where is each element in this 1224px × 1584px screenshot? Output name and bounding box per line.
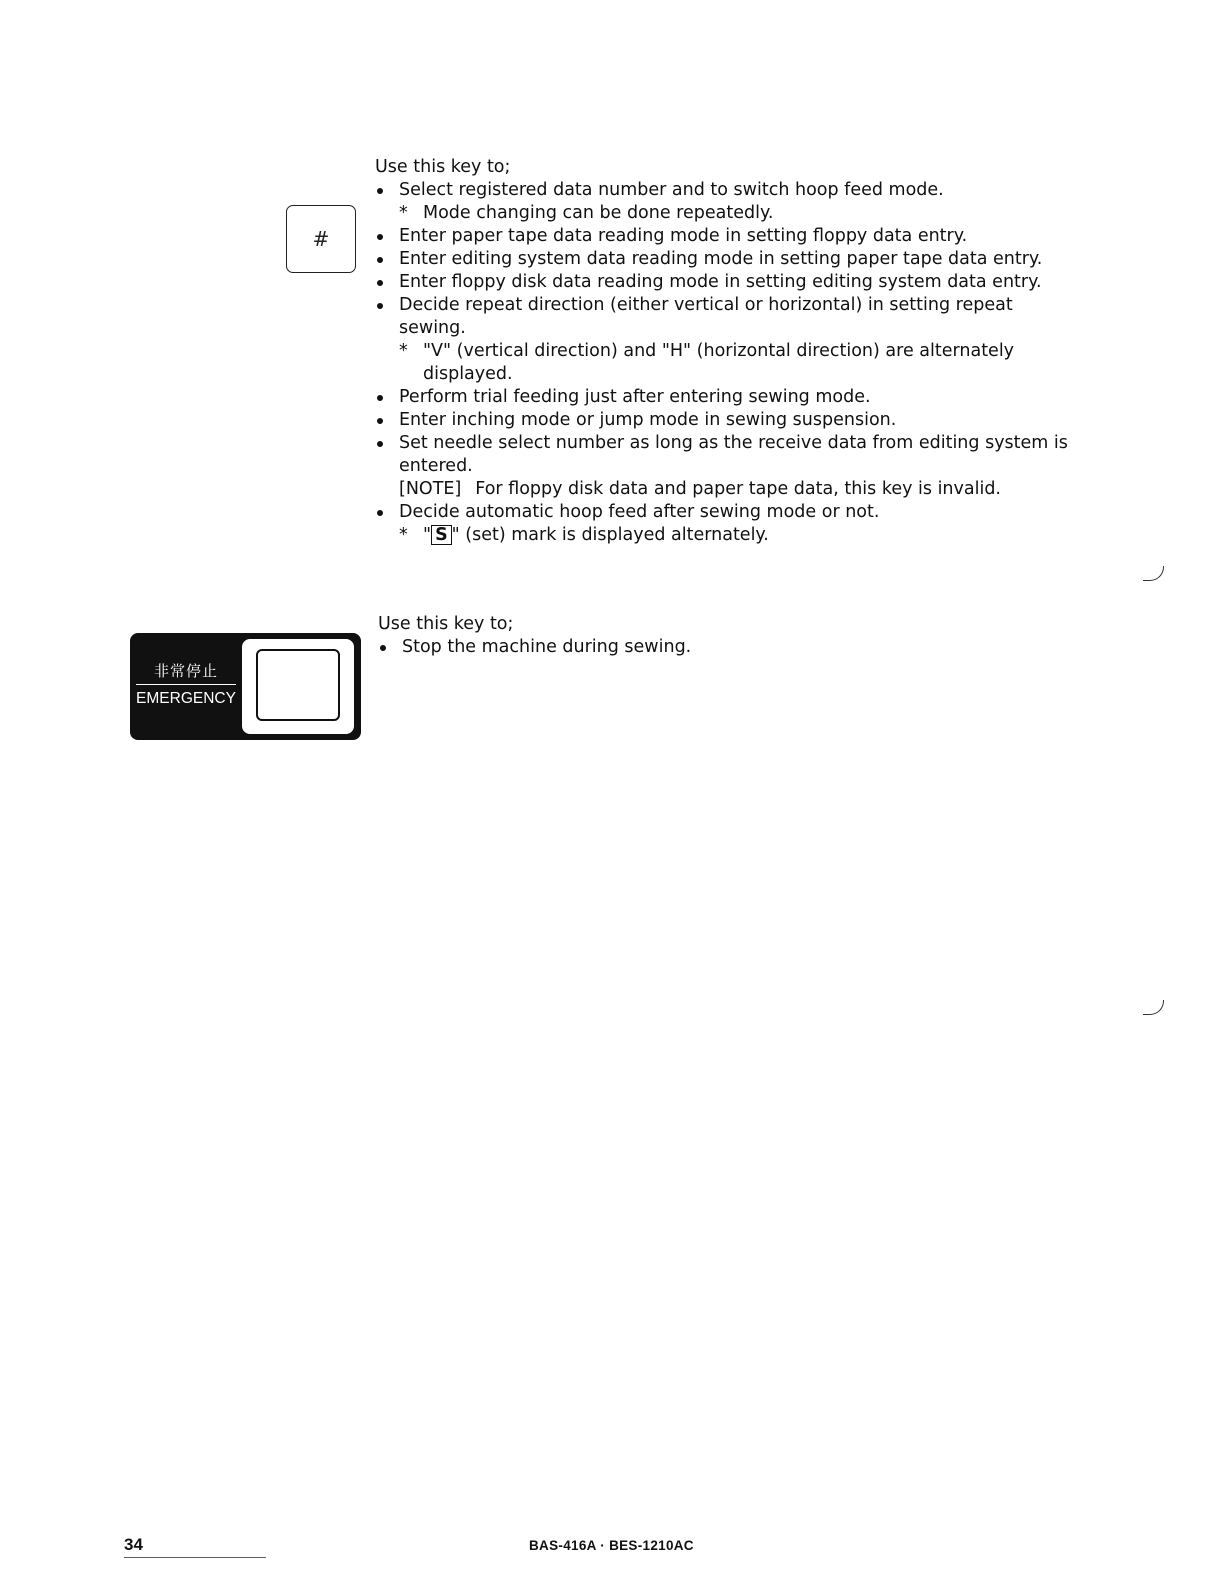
list-item-text: Enter floppy disk data reading mode in setting editing system data entry.	[399, 272, 1042, 292]
list-item-subnote	[399, 340, 1080, 386]
hash-key-usage-list	[375, 179, 1080, 547]
list-item-text: Decide automatic hoop feed after sewing mode or not.	[399, 502, 880, 522]
emergency-key-intro: Use this key to;	[378, 614, 514, 634]
list-item	[375, 294, 1080, 386]
emergency-key-usage-list	[378, 636, 1078, 659]
list-item	[375, 271, 1080, 294]
list-item-text: Select registered data number and to switch hoop feed mode.	[399, 180, 944, 200]
set-mark-icon: S	[431, 525, 452, 545]
list-item-subnote	[399, 524, 1080, 547]
asterisk: *	[399, 203, 408, 223]
list-item	[375, 432, 1080, 501]
list-item	[375, 179, 1080, 225]
emergency-label-en: EMERGENCY	[136, 690, 236, 707]
emergency-key-icon	[130, 633, 361, 740]
list-item-text: Decide repeat direction (either vertical or horizontal) in setting repeat sewing.	[399, 295, 1013, 338]
subnote-text: "V" (vertical direction) and "H" (horizontal direction) are alternately displayed.	[423, 341, 1015, 384]
list-item-text: Perform trial feeding just after entering sewing mode.	[399, 387, 871, 407]
scan-mark	[1143, 566, 1164, 581]
page-number: 34	[124, 1535, 143, 1554]
asterisk: *	[399, 341, 408, 361]
emergency-button-frame	[242, 639, 354, 734]
hash-key-icon	[286, 205, 356, 273]
list-item	[375, 248, 1080, 271]
list-item-text: Enter inching mode or jump mode in sewing suspension.	[399, 410, 897, 430]
list-item	[375, 386, 1080, 409]
subnote-text: Mode changing can be done repeatedly.	[423, 203, 774, 223]
hash-key-symbol: #	[312, 227, 330, 251]
hash-key-intro: Use this key to;	[375, 157, 511, 177]
note	[399, 478, 1080, 501]
note-text: For floppy disk data and paper tape data, this key is invalid.	[475, 479, 1001, 499]
quote-open: "	[423, 525, 432, 545]
scan-mark	[1143, 1000, 1164, 1015]
subnote-text: " (set) mark is displayed alternately.	[451, 525, 769, 545]
list-item-text: Enter paper tape data reading mode in setting floppy data entry.	[399, 226, 968, 246]
page-number-rule	[124, 1557, 266, 1558]
list-item-subnote	[399, 202, 1080, 225]
emergency-label-jp: 非常停止	[136, 661, 236, 685]
list-item	[375, 409, 1080, 432]
list-item-text: Set needle select number as long as the receive data from editing system is entered.	[399, 433, 1068, 476]
hash-key-description	[375, 156, 1080, 547]
emergency-key-description	[378, 613, 1078, 659]
emergency-key-label	[130, 661, 242, 709]
list-item	[375, 225, 1080, 248]
note-tag: [NOTE]	[399, 479, 462, 499]
model-reference: BAS-416A · BES-1210AC	[529, 1538, 694, 1553]
list-item-text: Stop the machine during sewing.	[402, 637, 692, 657]
asterisk: *	[399, 525, 408, 545]
list-item	[375, 501, 1080, 547]
emergency-button-face	[256, 649, 340, 721]
list-item	[378, 636, 1078, 659]
list-item-text: Enter editing system data reading mode in setting paper tape data entry.	[399, 249, 1043, 269]
